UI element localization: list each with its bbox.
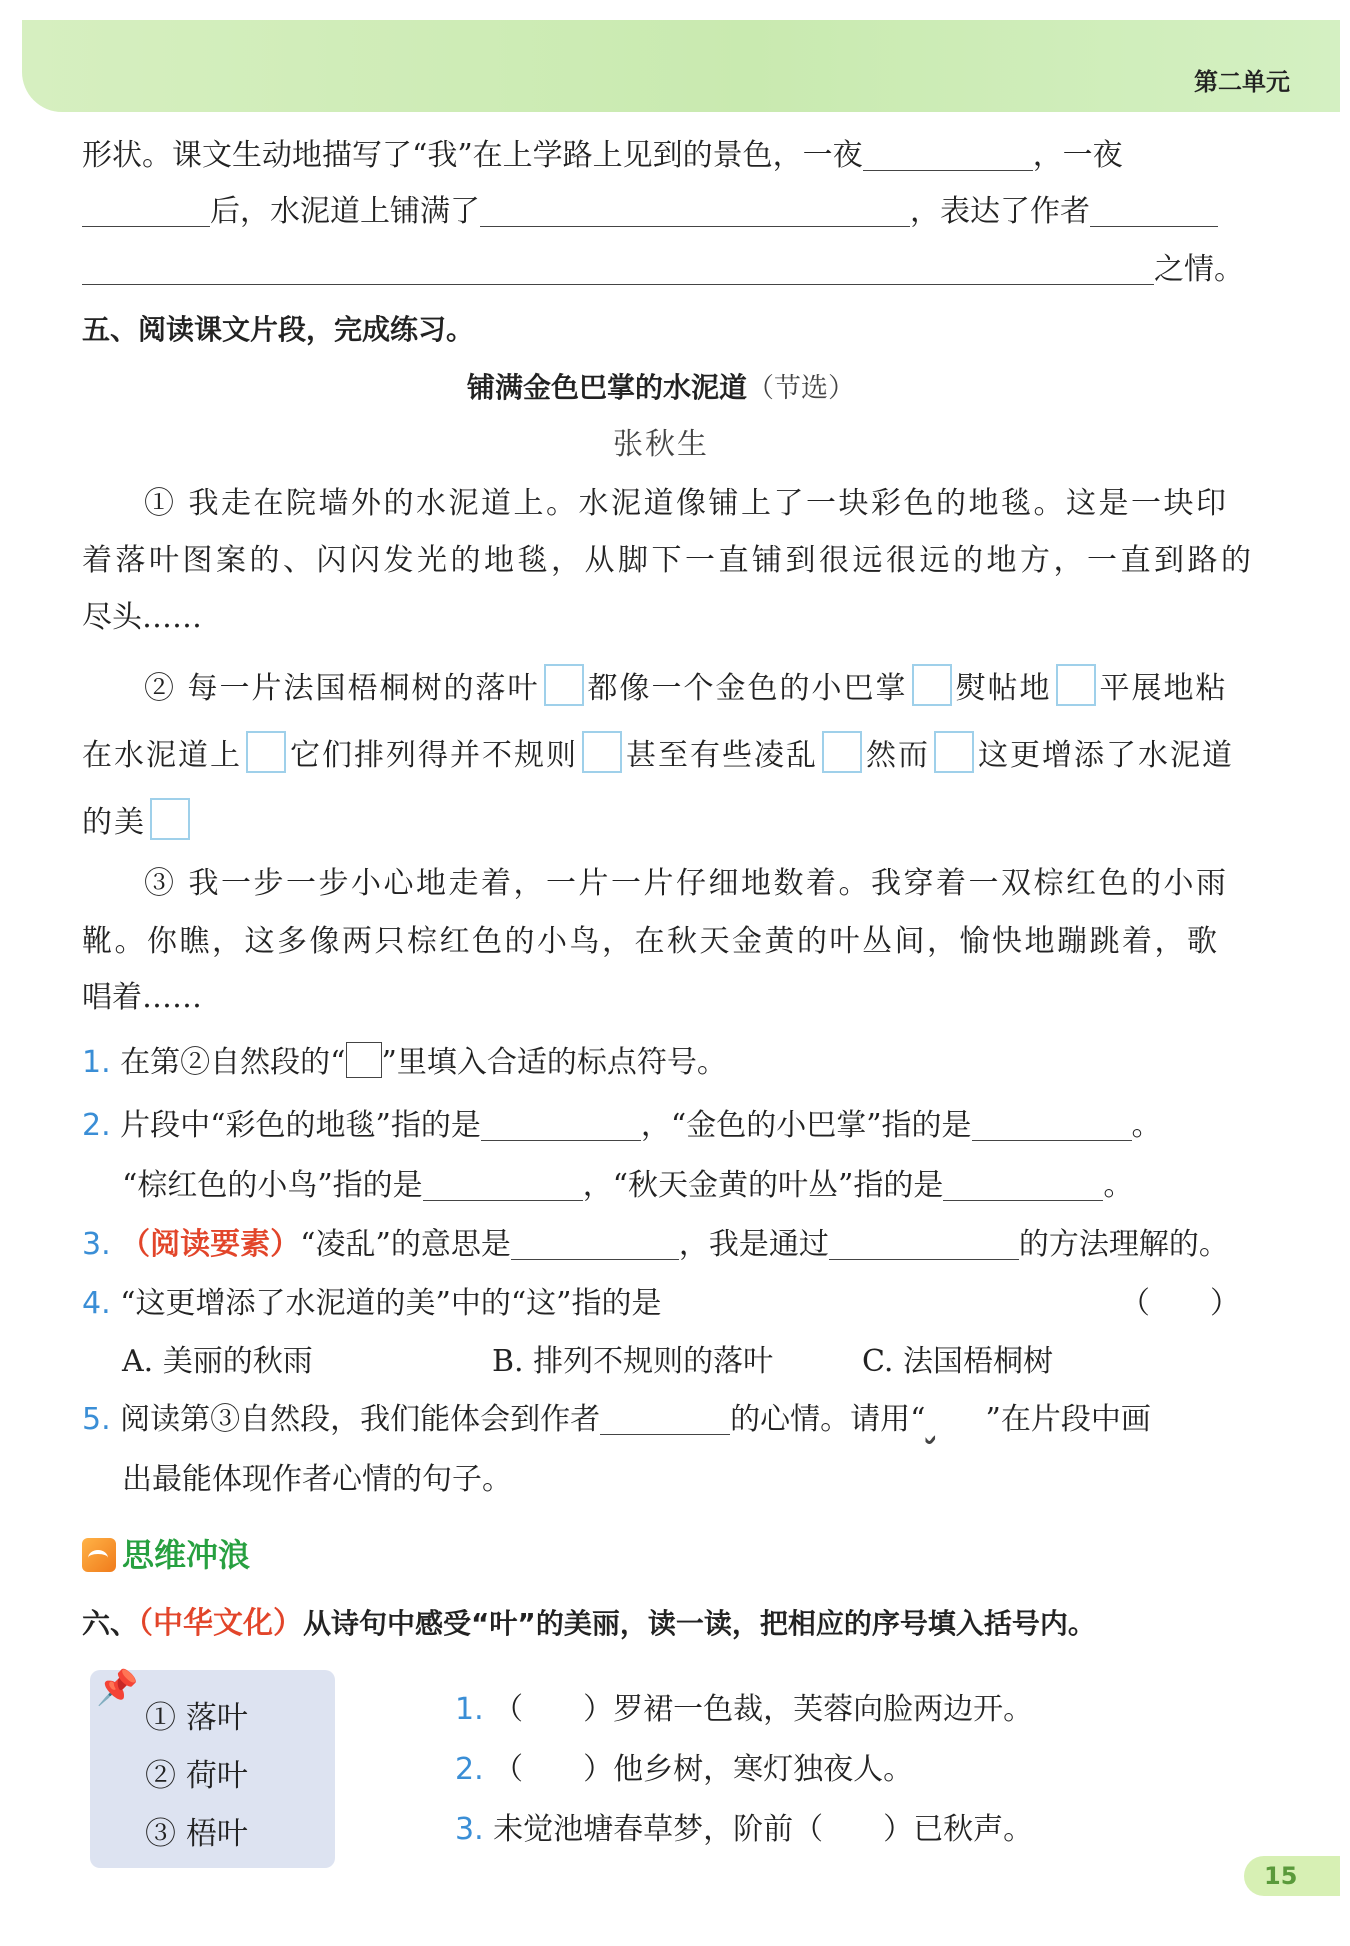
wave-icon [82, 1538, 116, 1572]
p2-text: 平展地粘 [1099, 671, 1228, 706]
section6-prefix: 六、 [82, 1607, 139, 1640]
blank[interactable] [423, 1170, 583, 1201]
article-author: 张秋生 [613, 427, 709, 462]
intro-text-3: 之情。 [1154, 252, 1244, 287]
punct-box[interactable] [582, 731, 622, 773]
question-text: “这更增添了水泥道的美”中的“这”指的是 [120, 1286, 662, 1321]
question-text: 的方法理解的。 [1018, 1227, 1229, 1262]
p3-line: 唱着…… [82, 980, 202, 1015]
section6-text: 从诗句中感受“叶”的美丽，读一读，把相应的序号填入括号内。 [303, 1607, 1096, 1640]
blank[interactable] [480, 196, 910, 227]
intro-line-1 [82, 136, 1240, 176]
question-text: 阅读第③自然段，我们能体会到作者 [120, 1402, 601, 1437]
pushpin-icon: 📌 [96, 1668, 139, 1708]
punct-box [346, 1042, 382, 1078]
unit-label: 第二单元 [1194, 68, 1290, 96]
item-text: （ [493, 1752, 524, 1787]
question-text: “棕红色的小鸟”指的是 [122, 1168, 423, 1203]
poem-item-3 [455, 1810, 1240, 1850]
intro-text-1: 形状。课文生动地描写了“我”在上学路上见到的景色，一夜 [82, 138, 863, 173]
item-number: 2. [455, 1752, 484, 1787]
punct-box[interactable] [822, 731, 862, 773]
question-text: 片段中“彩色的地毯”指的是 [120, 1108, 481, 1143]
question-number: 3. [82, 1227, 111, 1262]
blank[interactable] [481, 1110, 641, 1141]
p2-text: 它们排列得并不规则 [290, 738, 578, 773]
option-c[interactable]: C. 法国梧桐树 [862, 1344, 1053, 1379]
p2-text: 的美 [82, 805, 146, 840]
question-number: 5. [82, 1402, 111, 1437]
leaf-option: ① 落叶 [145, 1700, 248, 1736]
intro-line-3 [82, 250, 1244, 290]
p2-text: 都像一个金色的小巴掌 [587, 671, 908, 706]
intro-line-2 [82, 192, 1240, 232]
blank[interactable] [82, 196, 210, 227]
blank[interactable] [1090, 196, 1218, 227]
p2-line-2 [82, 731, 1240, 776]
section5-title: 五、阅读课文片段，完成练习。 [82, 313, 475, 346]
p2-line-1 [82, 664, 1240, 709]
question-text: ”在片段中画 [985, 1402, 1151, 1437]
blank[interactable] [943, 1170, 1103, 1201]
question-5-line-2: 出最能体现作者心情的句子。 [122, 1462, 512, 1497]
thinking-title [82, 1530, 250, 1576]
intro-sep-2: ，表达了作者 [910, 194, 1090, 229]
p1-line: 尽头…… [82, 600, 202, 635]
question-4 [82, 1284, 1240, 1324]
section6-tag: （中华文化） [138, 1606, 304, 1641]
p2-text: 熨帖地 [955, 671, 1052, 706]
poem-item-1 [455, 1690, 1240, 1730]
question-3 [82, 1225, 1240, 1265]
question-number: 4. [82, 1286, 111, 1321]
article-title: 铺满金色巴掌的水泥道 [466, 371, 747, 404]
punct-box[interactable] [544, 664, 584, 706]
item-text: 未觉池塘春草梦，阶前（ [493, 1812, 824, 1847]
option-b[interactable]: B. 排列不规则的落叶 [492, 1344, 774, 1379]
blank[interactable] [82, 254, 1154, 285]
blank[interactable] [972, 1110, 1132, 1141]
poem-item-2 [455, 1750, 1240, 1790]
blank[interactable] [829, 1229, 1019, 1260]
page-number: 15 [1244, 1856, 1340, 1896]
question-text: “凌乱”的意思是 [300, 1227, 511, 1262]
p2-text: 在水泥道上 [82, 738, 242, 773]
blank[interactable] [511, 1229, 679, 1260]
item-text: ）罗裙一色裁，芙蓉向脸两边开。 [583, 1692, 1034, 1727]
question-text: ，“金色的小巴掌”指的是 [640, 1108, 972, 1143]
option-a[interactable]: A. 美丽的秋雨 [122, 1344, 313, 1379]
punct-box[interactable] [150, 798, 190, 840]
punct-box[interactable] [1056, 664, 1096, 706]
header-band [22, 20, 1340, 112]
question-number: 1. [82, 1045, 111, 1080]
thinking-title-text: 思维冲浪 [122, 1536, 251, 1574]
p2-text: 甚至有些凌乱 [626, 738, 818, 773]
question-5-line-1 [82, 1400, 1240, 1440]
p1-line: 着落叶图案的、闪闪发光的地毯，从脚下一直铺到很远很远的地方，一直到路的 [82, 543, 1255, 578]
item-text: ）已秋声。 [883, 1812, 1034, 1847]
blank[interactable] [600, 1404, 730, 1435]
question-2-line-2 [82, 1166, 1240, 1206]
item-text: ）他乡树，寒灯独夜人。 [583, 1752, 914, 1787]
p2-text: 这更增添了水泥道 [978, 738, 1234, 773]
question-number: 2. [82, 1108, 111, 1143]
p2-text: 然而 [866, 738, 930, 773]
punct-box[interactable] [246, 731, 286, 773]
p2-line-3 [82, 798, 1240, 843]
question-2-line-1 [82, 1106, 1240, 1146]
p3-line: 靴。你瞧，这多像两只棕红色的小鸟，在秋天金黄的叶丛间，愉快地蹦跳着，歌 [82, 924, 1220, 959]
blank[interactable] [863, 140, 1033, 171]
item-text: （ [493, 1692, 524, 1727]
question-text: ”里填入合适的标点符号。 [381, 1045, 727, 1080]
wavy-line-sample [926, 1400, 986, 1440]
p1-line: ① 我走在院墙外的水泥道上。水泥道像铺上了一块彩色的地毯。这是一块印 [144, 486, 1229, 521]
intro-sep-1: ，一夜 [1032, 138, 1123, 173]
question-text: ，我是通过 [678, 1227, 829, 1262]
question-text: 。 [1103, 1168, 1134, 1203]
question-text: 在第②自然段的“ [120, 1045, 346, 1080]
question-tag: （阅读要素） [120, 1227, 301, 1262]
intro-text-2: 后，水泥道上铺满了 [210, 194, 480, 229]
p2-text: ② 每一片法国梧桐树的落叶 [144, 671, 540, 706]
question-text: 的心情。请用“ [730, 1402, 926, 1437]
article-title-line [82, 368, 1240, 409]
p3-line: ③ 我一步一步小心地走着，一片一片仔细地数着。我穿着一双棕红色的小雨 [144, 866, 1229, 901]
answer-parens[interactable]: （ ） [1120, 1286, 1240, 1321]
question-text: ，“秋天金黄的叶丛”指的是 [582, 1168, 944, 1203]
question-text: 。 [1131, 1108, 1162, 1143]
item-number: 1. [455, 1692, 484, 1727]
punct-box[interactable] [934, 731, 974, 773]
leaf-option: ② 荷叶 [145, 1758, 248, 1794]
question-1 [82, 1042, 1240, 1083]
article-note: （节选） [747, 373, 855, 404]
section6-title [82, 1604, 1240, 1644]
item-number: 3. [455, 1812, 484, 1847]
leaf-option: ③ 梧叶 [145, 1816, 248, 1852]
punct-box[interactable] [912, 664, 952, 706]
